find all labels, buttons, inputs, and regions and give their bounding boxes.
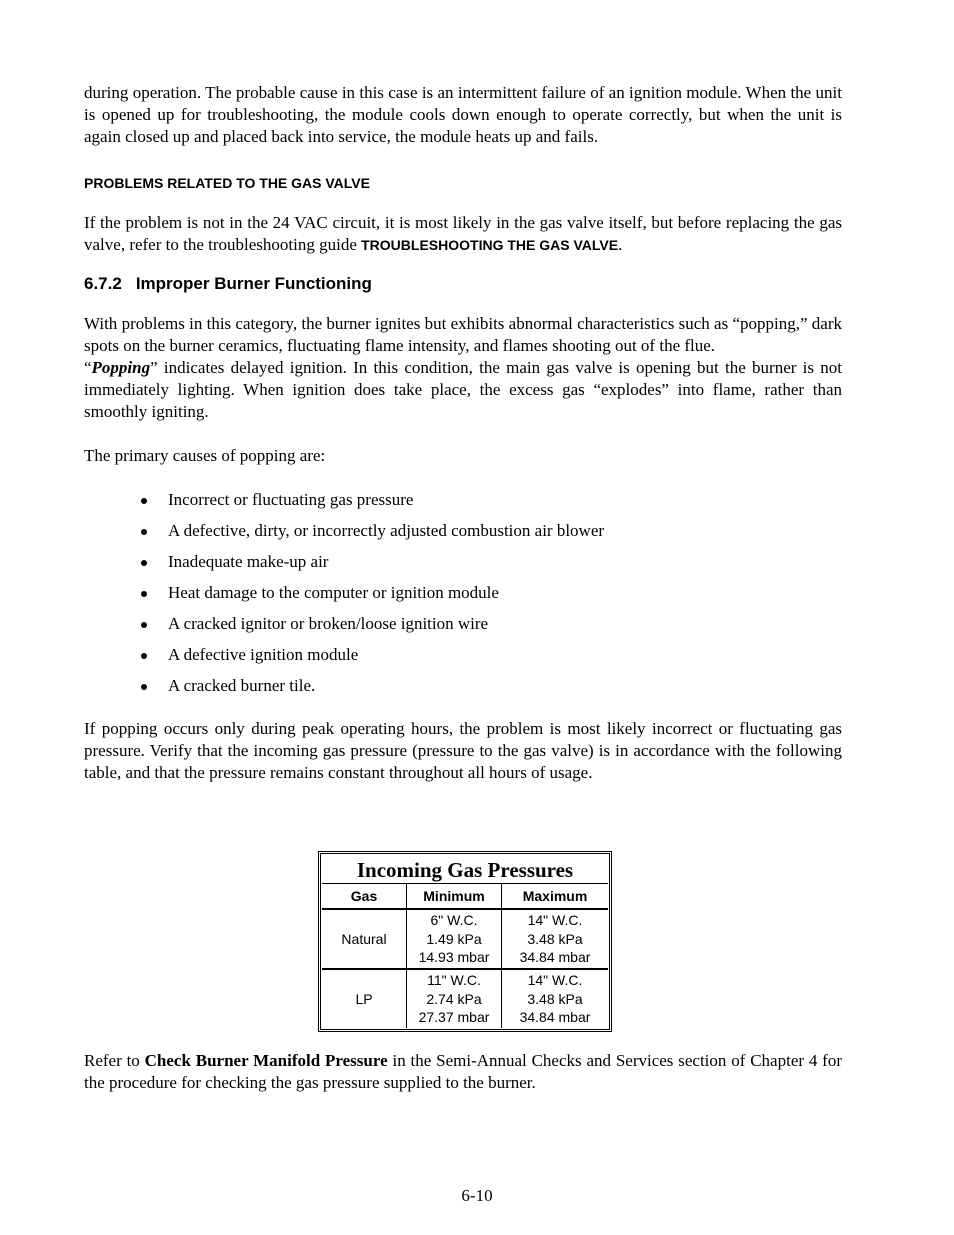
gas-valve-text: If the problem is not in the 24 VAC circuit, it is most likely in the gas valve itself, but before replacing the gas valve, refer to the troubleshooting guide (84, 213, 842, 254)
header-maximum: Maximum (502, 884, 609, 909)
page-body (84, 82, 842, 784)
list-item (84, 582, 842, 613)
open-quote: “ (84, 358, 92, 377)
refer-paragraph (84, 1050, 842, 1094)
list-item (84, 613, 842, 644)
bullet-icon (141, 653, 147, 659)
peak-paragraph: If popping occurs only during peak operating hours, the problem is most likely incorrect or fluctuating gas pressure. Verify that the incoming gas pressure (pressure to the gas valve) is in accordance with the following table, and that the pressure remains constant throughout all hours of usage. (84, 719, 842, 782)
gas-type-cell: Natural (322, 909, 407, 969)
cause-text: Incorrect or fluctuating gas pressure (168, 490, 414, 509)
refer-block (84, 1050, 842, 1094)
gas-valve-heading: PROBLEMS RELATED TO THE GAS VALVE (84, 175, 370, 191)
cause-text: A defective, dirty, or incorrectly adjusted combustion air blower (168, 521, 605, 540)
gas-type-cell: LP (355, 990, 373, 1007)
cause-text: A defective ignition module (168, 645, 359, 664)
cause-text: Heat damage to the computer or ignition module (168, 583, 499, 602)
section-title: Improper Burner Functioning (135, 274, 372, 293)
refer-text-end: in the Semi-Annual Checks and Services section of Chapter 4 for the procedure for checking the gas pressure supplied to the burner. (84, 1051, 842, 1092)
bullet-icon (141, 498, 147, 504)
table-row (322, 969, 608, 1028)
section-number: 6.7.2 (84, 274, 122, 293)
gas-valve-reference: TROUBLESHOOTING THE GAS VALVE (361, 237, 619, 253)
table-row (322, 909, 608, 969)
gas-valve-period: . (618, 235, 623, 254)
cause-text: A cracked burner tile. (168, 676, 316, 695)
bullet-icon (141, 684, 147, 690)
causes-list (84, 489, 842, 706)
maximum-cell: 14" W.C. 3.48 kPa 34.84 mbar (502, 969, 609, 1028)
bullet-icon (141, 529, 147, 535)
cause-text: A cracked ignitor or broken/loose ignition wire (168, 614, 489, 633)
refer-bold-title: Check Burner Manifold Pressure (144, 1051, 388, 1070)
bullet-icon (141, 560, 147, 566)
list-item (84, 551, 842, 582)
list-item (84, 675, 842, 706)
gas-pressure-table (318, 851, 612, 1032)
header-minimum: Minimum (407, 884, 502, 909)
pressure-table (322, 884, 608, 1028)
table-title: Incoming Gas Pressures (322, 855, 608, 884)
bullet-icon (141, 591, 147, 597)
refer-text-start: Refer to (84, 1051, 145, 1070)
popping-term: Popping (91, 358, 151, 377)
cause-text: Inadequate make-up air (168, 552, 329, 571)
popping-paragraph (84, 357, 842, 423)
burner-paragraph: With problems in this category, the burner ignites but exhibits abnormal characteristics such as “popping,” dark spots on the burner ceramics, fluctuating flame intensity, and flames shooting out of the flue. (84, 314, 842, 355)
maximum-cell: 14" W.C. 3.48 kPa 34.84 mbar (502, 909, 609, 969)
list-item (84, 644, 842, 675)
bullet-icon (141, 622, 147, 628)
list-item (84, 520, 842, 551)
minimum-cell: 6" W.C. 1.49 kPa 14.93 mbar (407, 909, 502, 969)
gas-valve-paragraph (84, 212, 842, 256)
list-item (84, 489, 842, 520)
header-gas: Gas (322, 884, 407, 909)
intro-paragraph: during operation. The probable cause in this case is an intermittent failure of an ignition module. When the unit is opened up for troubleshooting, the module cools down enough to operate correctly, but when the unit is again closed up and placed back into service, the module heats up and fails. (84, 83, 842, 146)
popping-text: ” indicates delayed ignition. In this condition, the main gas valve is opening but the burner is not immediately lighting. When ignition does take place, the excess gas “explodes” into flame, rather than smoothly igniting. (84, 358, 842, 421)
causes-intro: The primary causes of popping are: (84, 446, 326, 465)
section-heading (84, 273, 842, 295)
minimum-cell: 11" W.C. 2.74 kPa 27.37 mbar (407, 969, 502, 1028)
page-number: 6-10 (461, 1186, 493, 1205)
